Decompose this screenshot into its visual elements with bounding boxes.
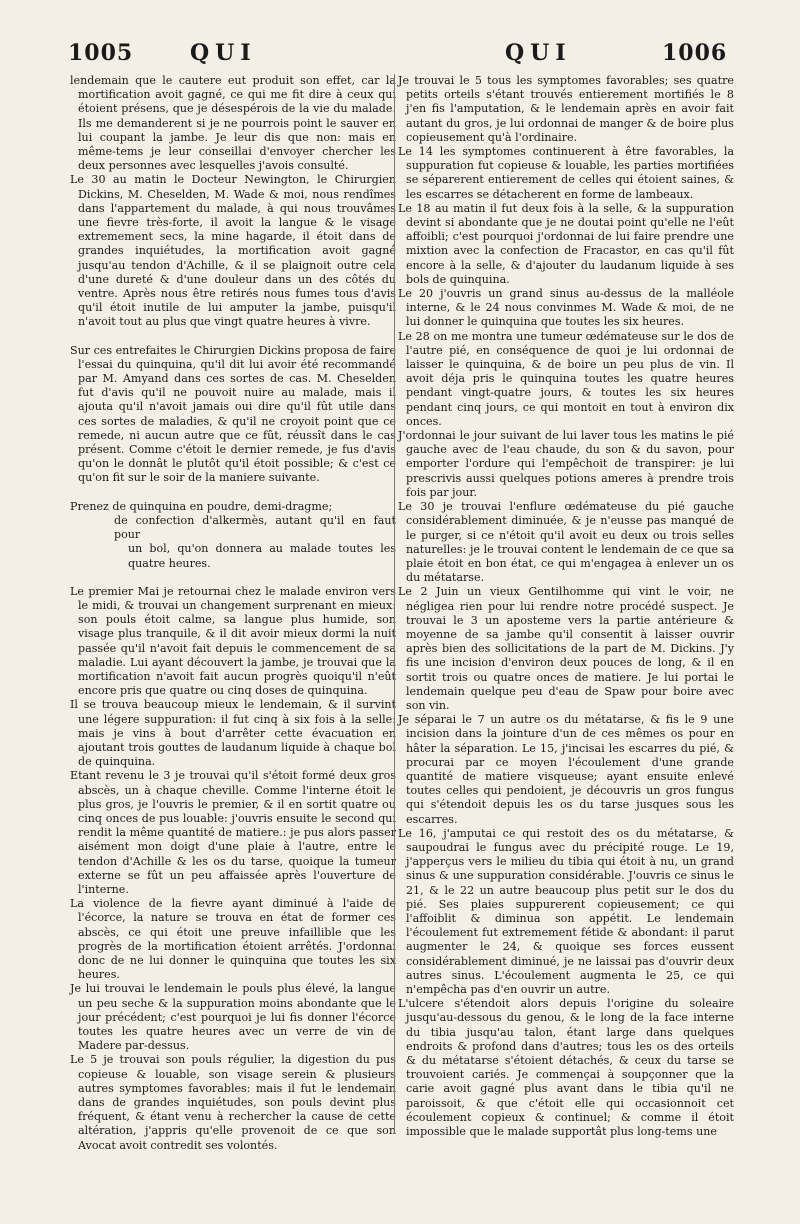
paragraph: Le 20 j'ouvris un grand sinus au-dessus de la malléole interne, & le 24 nous convinmes M. Wade & moi, de ne lui donner le quinquina que toutes les six heures. [398,287,734,329]
paragraph: La violence de la fievre ayant diminué à l'aide de l'écorce, la nature se trouva en état de former ces abscès, ce qui étoit une preuve infaillible que les progrès de la mortification étoient arrêtés. J'ordonnai donc de ne lui donner le quinquina que toutes les six heures. [70,897,396,982]
recipe-line: de confection d'alkermès, autant qu'il en faut pour [114,513,396,542]
paragraph: Le 30 je trouvai l'enflure œdémateuse du pié gauche considérablement diminuée, & je n'eusse pas manqué de le purger, si ce n'étoit qu'il avoit eu deux ou trois selles naturelles: je le trouvai content le lendemain de ce que sa plaie étoit en bon état, ce qui m'engagea à enlever un os du métatarse. [398,500,734,585]
paragraph: Je séparai le 7 un autre os du métatarse, & fis le 9 une incision dans la jointure d'un de ces mêmes os pour en hâter la séparation. Le 15, j'incisai les escarres du pié, & procurai par ce moyen l'écoulement d'une grande quantité de matiere visqueuse; ayant ensuite enlevé toutes celles qui pendoient, je découvris un gros fungus qui s'étendoit depuis les os du tarse jusques sous les escarres. [398,713,734,826]
paragraph: J'ordonnai le jour suivant de lui laver tous les matins le pié gauche avec de l'eau chaude, du son & du savon, pour emporter l'ordure qui l'empêchoit de transpirer: je lui prescrivis aussi quelques potions ameres à prendre trois fois par jour. [398,429,734,499]
paragraph: Sur ces entrefaites le Chirurgien Dickins proposa de faire l'essai du quinquina, qu'il dit lui avoir été recommandé par M. Amyand dans ces sortes de cas. M. Cheselden fut d'avis qu'il ne pouvoit nuire au malade, mais il ajouta qu'il n'avoit jamais oui dire qu'il fût utile dans ces sortes de maladies, & qu'il ne croyoit point que ce remede, ni aucun autre que ce fût, réussît dans le cas présent. Comme c'étoit le dernier remede, je fus d'avis qu'on le donnât le plutôt qu'il étoit possible; & c'est ce qu'on fit sur le soir de la maniere suivante. [70,343,396,485]
paragraph: Je trouvai le 5 tous les symptomes favorables; ses quatre petits orteils s'étant trouvés entierement mortifiés le 8 j'en fis l'amputation, & le lendemain après en avoir fait autant du gros, je lui ordonnai de manger & de boire plus copieusement qu'à l'ordinaire. [398,74,734,144]
paragraph: Le 14 les symptomes continuerent à être favorables, la suppuration fut copieuse & louable, les parties mortifiées se séparerent entierement de celles qui étoient saines, & les escarres se détacherent en forme de lambeaux. [398,145,734,201]
paragraph: L'ulcere s'étendoit alors depuis l'origine du soleaire jusqu'au-dessous du genou, & le long de la face interne du tibia jusqu'au talon, étant large dans quelques endroits & profond dans d'autres; tous les os des orteils & du métatarse s'étoient détachés, & ceux du tarse se trouvoient cariés. Je commençai à soupçonner que la carie avoit gagné plus avant dans le tibia qu'il ne paroissoit, & que c'étoit elle qui occasionnoit cet écoulement copieux & continuel; & comme il étoit impossible que le malade supportât plus long-tems une [398,997,734,1139]
paragraph: Le 16, j'amputai ce qui restoit des os du métatarse, & saupoudrai le fungus avec du précipité rouge. Le 19, j'apperçus vers le milieu du tibia qui étoit à nu, un grand sinus & une suppuration considérable. J'ouvris ce sinus le 21, & le 22 un autre beaucoup plus petit sur le dos du pié. Ses plaies suppurerent copieusement; ce qui l'affoiblit & diminua son appétit. Le lendemain l'écoulement fut extremement fétide & abondant: il parut augmenter le 24, & quoique ses forces eussent considérablement diminué, je ne laissai pas d'ouvrir deux autres sinus. L'écoulement augmenta le 25, ce qui n'empêcha pas d'en ouvrir un autre. [398,826,734,996]
running-title-right: QUI [505,40,572,66]
page-header [0,40,800,70]
right-column [398,74,734,1139]
paragraph: Le 30 au matin le Docteur Newington, le Chirurgien Dickins, M. Cheselden, M. Wade & moi, nous rendîmes dans l'appartement du malade, à qui nous trouvâmes une fievre très-forte, il avoit la langue & le visage extremement secs, la mine hagarde, il étoit dans de grandes inquiétudes, la mortification avoit gagné jusqu'au tendon d'Achille, & il se plaignoit outre cela d'une dureté & d'une douleur dans un des côtés du ventre. Après nous être retirés nous fumes tous d'avis qu'il étoit inutile de lui amputer la jambe, puisqu'il n'avoit tout au plus que vingt quatre heures à vivre. [70,173,396,329]
paragraph: Le premier Mai je retournai chez le malade environ vers le midi, & trouvai un changement surprenant en mieux: son pouls étoit calme, sa langue plus humide, son visage plus tranquile, & il dit avoir mieux dormi la nuit passée qu'il n'avoit fait depuis le commencement de sa maladie. Lui ayant découvert la jambe, je trouvai que la mortification n'avoit fait aucun progrès quoiqu'il n'eût encore pris que quatre ou cinq doses de quinquina. [70,584,396,698]
paragraph: Etant revenu le 3 je trouvai qu'il s'étoit formé deux gros abscès, un à chaque cheville. Comme l'interne étoit le plus gros, je l'ouvris le premier, & il en sortit quatre ou cinq onces de pus louable: j'ouvris ensuite le second qui rendit la même quantité de matiere.: je pus alors passer aisément mon doigt d'une plaie à l'autre, entre le tendon d'Achille & les os du tarse, quoique la tumeur externe se fût un peu affaissée après l'ouverture de l'interne. [70,769,396,896]
page-number-right: 1006 [662,40,728,66]
paragraph: Je lui trouvai le lendemain le pouls plus élevé, la langue un peu seche & la suppuration moins abondante que le jour précédent; c'est pourquoi je lui fis donner l'écorce toutes les quatre heures avec un verre de vin de Madere par-dessus. [70,982,396,1053]
left-column [70,74,396,1153]
paragraph: lendemain que le cautere eut produit son effet, car la mortification avoit gagné, ce qui me fit dire à ceux qui étoient présens, que je désespérois de la vie du malade. Ils me demanderent si je ne pourrois point le sauver en lui coupant la jambe. Je leur dis que non: mais en même-tems je leur conseillai d'envoyer chercher les deux personnes avec lesquelles j'avois consulté. [70,74,396,173]
paragraph: Il se trouva beaucoup mieux le lendemain, & il survint une légere suppuration: il fut cinq à six fois à la selle: mais je vins à bout d'arrêter cette évacuation en ajoutant trois gouttes de laudanum liquide à chaque bol de quinquina. [70,698,396,769]
recipe-block [70,500,396,571]
running-title-left: QUI [190,40,257,66]
paragraph: Le 2 Juin un vieux Gentilhomme qui vint le voir, ne négligea rien pour lui rendre notre procédé suspect. Je trouvai le 3 un aposteme vers la partie antérieure & moyenne de sa jambe qu'il consentit à laisser ouvrir après bien des sollicitations de la part de M. Dickins. J'y fis une incision d'environ deux pouces de long, & il en sortit trois ou quatre onces de matiere. Je lui portai le lendemain quelque peu d'eau de Spaw pour boire avec son vin. [398,585,734,712]
recipe-line: Prenez de quinquina en poudre, demi-dragme; [70,499,333,513]
page-number-left: 1005 [68,40,134,66]
paragraph: Le 18 au matin il fut deux fois à la selle, & la suppuration devint si abondante que je ne doutai point qu'elle ne l'eût affoibli; c'est pourquoi j'ordonnai de lui faire prendre une mixtion avec la confection de Fracastor, en cas qu'il fût encore à la selle, & d'ajouter du laudanum liquide à ses bols de quinquina. [398,201,734,286]
paragraph: Le 5 je trouvai son pouls régulier, la digestion du pus copieuse & louable, son visage serein & plusieurs autres symptomes favorables: mais il fut le lendemain dans de grandes inquiétudes, son pouls devint plus fréquent, & étant venu à rechercher la cause de cette altération, j'appris qu'elle provenoit de ce que son Avocat avoit contredit ses volontés. [70,1053,396,1152]
recipe-line: un bol, qu'on donnera au malade toutes les quatre heures. [128,542,396,570]
paragraph: Le 28 on me montra une tumeur œdémateuse sur le dos de l'autre pié, en conséquence de quoi je lui ordonnai de laisser le quinquina, & de boire un peu plus de vin. Il avoit déja pris le quinquina toutes les quatre heures pendant vingt-quatre jours, & toutes les six heures pendant cinq jours, ce qui montoit en tout à environ dix onces. [398,329,734,428]
